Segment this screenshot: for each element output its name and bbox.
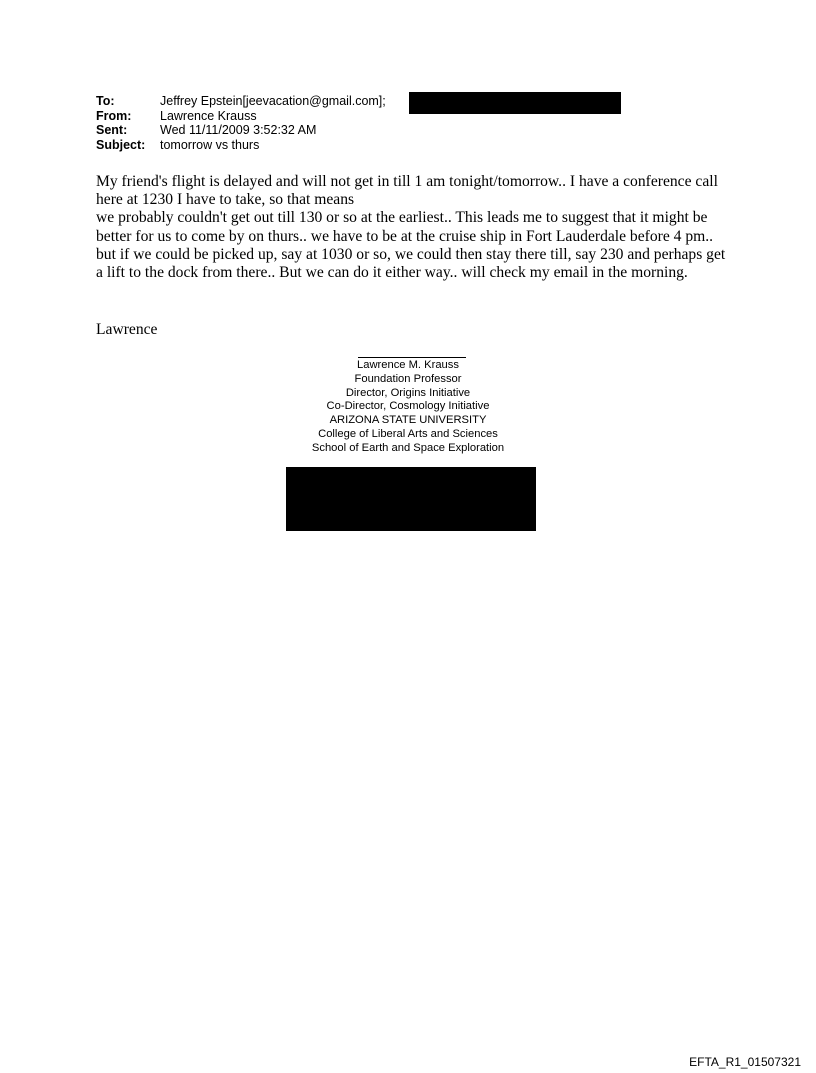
signature-title-3: Co-Director, Cosmology Initiative	[326, 400, 490, 413]
signature-university: ARIZONA STATE UNIVERSITY	[329, 414, 487, 427]
sent-row	[96, 123, 386, 138]
body-paragraph-2: we probably couldn't get out till 130 or so at the earliest.. This leads me to suggest that it might be better for us to come by on thurs.. we have to be at the cruise ship in Fort Lauderdale before 4 pm.. but if we could be picked up, say at 1030 or so, we could then stay there till, say 230 and perhaps get a lift to the dock from there.. But we can do it either way.. will check my email in the morning.	[96, 209, 726, 282]
subject-value: tomorrow vs thurs	[160, 137, 260, 152]
from-value: Lawrence Krauss	[160, 108, 257, 123]
signature-title-1: Foundation Professor	[354, 372, 462, 385]
signature-name: Lawrence M. Krauss	[357, 359, 459, 371]
from-row	[96, 109, 386, 124]
email-body	[96, 173, 736, 282]
signature-block	[258, 357, 558, 456]
sent-value: Wed 11/11/2009 3:52:32 AM	[160, 123, 317, 138]
email-header	[96, 94, 386, 152]
document-id: EFTA_R1_01507321	[689, 1055, 801, 1069]
redaction-box-recipient	[409, 92, 621, 114]
signature-college: College of Liberal Arts and Sciences	[318, 427, 498, 440]
to-label: To:	[96, 94, 115, 108]
from-label: From:	[96, 108, 132, 123]
signoff-name: Lawrence	[96, 321, 158, 338]
sent-label: Sent:	[96, 123, 128, 138]
signature-school: School of Earth and Space Exploration	[311, 441, 505, 454]
redaction-box-contact	[286, 467, 536, 531]
subject-label: Subject:	[96, 137, 146, 152]
body-paragraph-1: My friend's flight is delayed and will not get in till 1 am tonight/tomorrow.. I have a conference call here at 1230 I have to take, so that means	[96, 173, 718, 209]
to-row	[96, 94, 386, 109]
to-value: Jeffrey Epstein[jeevacation@gmail.com];	[160, 94, 386, 108]
subject-row	[96, 138, 386, 153]
signature-rule	[358, 357, 466, 358]
signature-title-2: Director, Origins Initiative	[345, 386, 471, 399]
